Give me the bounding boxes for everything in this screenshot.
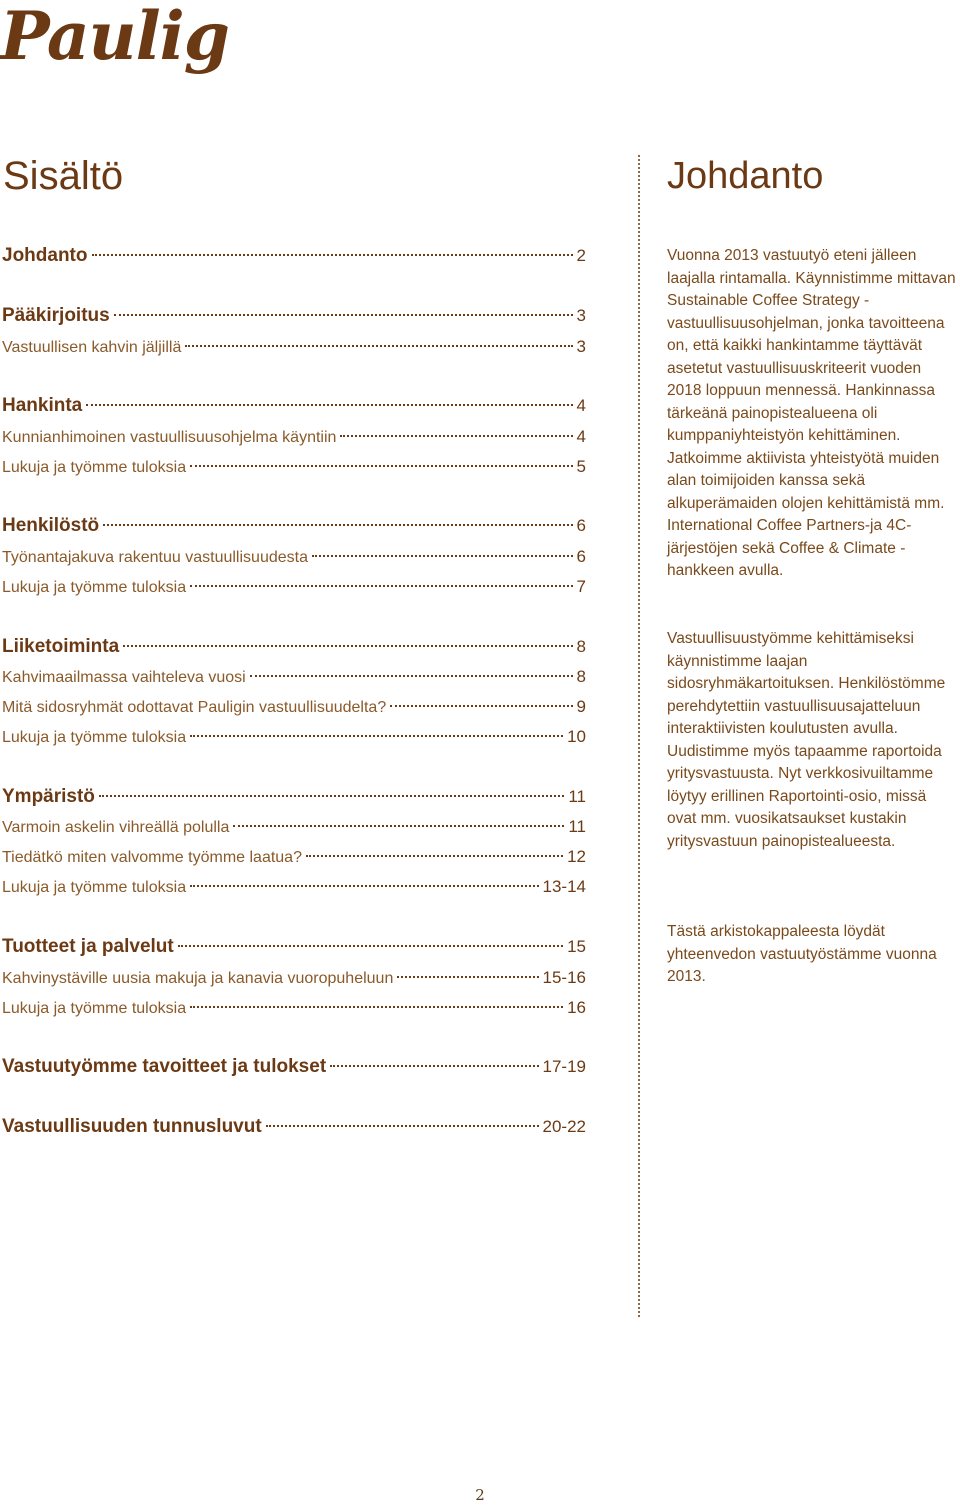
toc-entry[interactable] bbox=[2, 695, 586, 719]
toc-entry-page: 20-22 bbox=[542, 1117, 586, 1136]
toc-entry-page: 2 bbox=[576, 246, 586, 265]
toc-entry-label: Kahvimaailmassa vaihteleva vuosi bbox=[2, 669, 246, 686]
toc-entry[interactable] bbox=[2, 394, 586, 418]
toc-entry-page: 7 bbox=[576, 577, 586, 596]
intro-paragraph-text: Tästä arkistokappaleesta löydät yhteenvedon vastuutyöstämme vuonna 2013. bbox=[667, 923, 937, 985]
toc-entry-page: 3 bbox=[576, 306, 586, 325]
toc-title: Sisältö bbox=[3, 154, 124, 198]
toc-entry-page: 13-14 bbox=[542, 877, 586, 896]
toc-entry-page: 8 bbox=[576, 667, 586, 686]
toc-entry-label: Hankinta bbox=[2, 395, 83, 416]
toc-entry[interactable] bbox=[2, 244, 586, 268]
dot-leader bbox=[190, 885, 538, 887]
toc-entry-label: Työnantajakuva rakentuu vastuullisuudesta bbox=[2, 549, 308, 566]
dot-leader bbox=[250, 675, 573, 677]
dot-leader bbox=[233, 825, 564, 827]
toc-entry[interactable] bbox=[2, 845, 586, 869]
intro-paragraph-text: Vastuullisuustyömme kehittämiseksi käynnistimme laajan sidosryhmäkartoituksen. Henkilöstömme perehdytettiin vastuullisuusajatteluun interaktiivisten koulutusten avulla. Uudistimme myös tapaamme raportoida yritysvastuusta. Nyt verkkosivuiltamme löytyy erillinen Raportointi-osio, missä ovat mm. vuosikatsaukset kustakin yritysvastuun painopistealueesta. bbox=[667, 630, 946, 850]
dot-leader bbox=[330, 1065, 538, 1067]
dot-leader bbox=[114, 314, 573, 316]
toc-entry[interactable] bbox=[2, 966, 586, 990]
intro-paragraph bbox=[667, 921, 959, 989]
toc-entry-label: Tiedätkö miten valvomme työmme laatua? bbox=[2, 849, 302, 866]
toc-entry-label: Tuotteet ja palvelut bbox=[2, 936, 174, 957]
toc-entry-label: Lukuja ja työmme tuloksia bbox=[2, 879, 187, 896]
toc-entry-page: 10 bbox=[567, 727, 586, 746]
toc-entry-label: Kahvinystäville uusia makuja ja kanavia vuoropuheluun bbox=[2, 970, 394, 987]
dot-leader bbox=[266, 1125, 539, 1127]
toc-entry[interactable] bbox=[2, 1055, 586, 1079]
toc-entry-label: Lukuja ja työmme tuloksia bbox=[2, 459, 187, 476]
toc-entry-label: Kunnianhimoinen vastuullisuusohjelma käyntiin bbox=[2, 429, 337, 446]
toc-entry-label: Johdanto bbox=[2, 245, 88, 266]
toc-entry-page: 6 bbox=[576, 516, 586, 535]
toc-entry-label: Lukuja ja työmme tuloksia bbox=[2, 1000, 187, 1017]
toc-entry-page: 17-19 bbox=[542, 1057, 586, 1076]
intro-paragraph-text: Vuonna 2013 vastuutyö eteni jälleen laajalla rintamalla. Käynnistimme mittavan Sustainable Coffee Strategy -vastuullisuusohjelman, jonka tavoitteena on, että kaikki hankintamme täyttävät asetetut vastuullisuuskriteerit vuoden 2018 loppuun mennessä. Hankinnassa tärkeänä painopistealueena oli kumppaniyhteistyön kehittäminen. Jatkoimme aktiivista yhteistyötä muiden alan toimijoiden kanssa sekä alkuperämaiden olojen kehittämistä mm. International Coffee Partners-ja 4C-järjestöjen sekä Coffee & Climate -hankkeen avulla. bbox=[667, 247, 956, 579]
toc-entry-page: 15 bbox=[567, 937, 586, 956]
toc-entry-label: Pääkirjoitus bbox=[2, 305, 110, 326]
dot-leader bbox=[190, 465, 572, 467]
toc-entry[interactable] bbox=[2, 575, 586, 599]
toc-entry-label: Varmoin askelin vihreällä polulla bbox=[2, 819, 230, 836]
toc-entry[interactable] bbox=[2, 304, 586, 328]
toc-entry[interactable] bbox=[2, 1115, 586, 1139]
toc-entry[interactable] bbox=[2, 996, 586, 1020]
toc-entry[interactable] bbox=[2, 785, 586, 809]
dot-leader bbox=[92, 254, 573, 256]
dot-leader bbox=[86, 404, 572, 406]
dot-leader bbox=[99, 795, 564, 797]
column-divider bbox=[638, 155, 640, 1317]
toc-entry-label: Lukuja ja työmme tuloksia bbox=[2, 579, 187, 596]
toc-entry-label: Lukuja ja työmme tuloksia bbox=[2, 729, 187, 746]
intro-paragraph bbox=[667, 245, 959, 583]
toc-entry[interactable] bbox=[2, 875, 586, 899]
toc-entry[interactable] bbox=[2, 665, 586, 689]
dot-leader bbox=[123, 645, 572, 647]
dot-leader bbox=[178, 945, 563, 947]
dot-leader bbox=[397, 976, 538, 978]
toc-entry-page: 5 bbox=[576, 457, 586, 476]
dot-leader bbox=[340, 435, 572, 437]
dot-leader bbox=[190, 735, 563, 737]
toc-entry-label: Vastuullisuuden tunnusluvut bbox=[2, 1116, 262, 1137]
toc-entry-page: 11 bbox=[568, 787, 586, 806]
paulig-logo: Paulig bbox=[0, 0, 229, 75]
toc-entry[interactable] bbox=[2, 815, 586, 839]
dot-leader bbox=[190, 585, 572, 587]
page-number: 2 bbox=[475, 1486, 485, 1504]
toc-entry-page: 8 bbox=[576, 637, 586, 656]
toc-entry-page: 16 bbox=[567, 998, 586, 1017]
toc-entry-label: Vastuutyömme tavoitteet ja tulokset bbox=[2, 1056, 327, 1077]
toc-entry-label: Mitä sidosryhmät odottavat Pauligin vastuullisuudelta? bbox=[2, 699, 387, 716]
dot-leader bbox=[390, 705, 572, 707]
toc-entry-label: Ympäristö bbox=[2, 786, 95, 807]
toc-entry-page: 12 bbox=[567, 847, 586, 866]
toc-entry[interactable] bbox=[2, 335, 586, 359]
toc-entry-page: 3 bbox=[576, 337, 586, 356]
dot-leader bbox=[306, 855, 563, 857]
toc-entry-page: 9 bbox=[576, 697, 586, 716]
toc-entry-page: 6 bbox=[576, 547, 586, 566]
toc-entry-label: Liiketoiminta bbox=[2, 636, 120, 657]
dot-leader bbox=[103, 524, 572, 526]
intro-paragraph bbox=[667, 628, 959, 853]
toc-entry-label: Vastuullisen kahvin jäljillä bbox=[2, 339, 182, 356]
toc-entry-label: Henkilöstö bbox=[2, 515, 100, 536]
toc-entry[interactable] bbox=[2, 935, 586, 959]
toc-entry-page: 4 bbox=[576, 427, 586, 446]
dot-leader bbox=[190, 1006, 563, 1008]
toc-entry-page: 4 bbox=[576, 396, 586, 415]
toc-entry[interactable] bbox=[2, 725, 586, 749]
dot-leader bbox=[312, 555, 573, 557]
toc-entry[interactable] bbox=[2, 514, 586, 538]
toc-entry[interactable] bbox=[2, 425, 586, 449]
intro-title: Johdanto bbox=[667, 155, 824, 197]
toc-entry-page: 11 bbox=[568, 817, 586, 836]
dot-leader bbox=[185, 345, 572, 347]
toc-entry-page: 15-16 bbox=[542, 968, 586, 987]
toc-entry[interactable] bbox=[2, 455, 586, 479]
toc-entry[interactable] bbox=[2, 545, 586, 569]
toc-entry[interactable] bbox=[2, 635, 586, 659]
